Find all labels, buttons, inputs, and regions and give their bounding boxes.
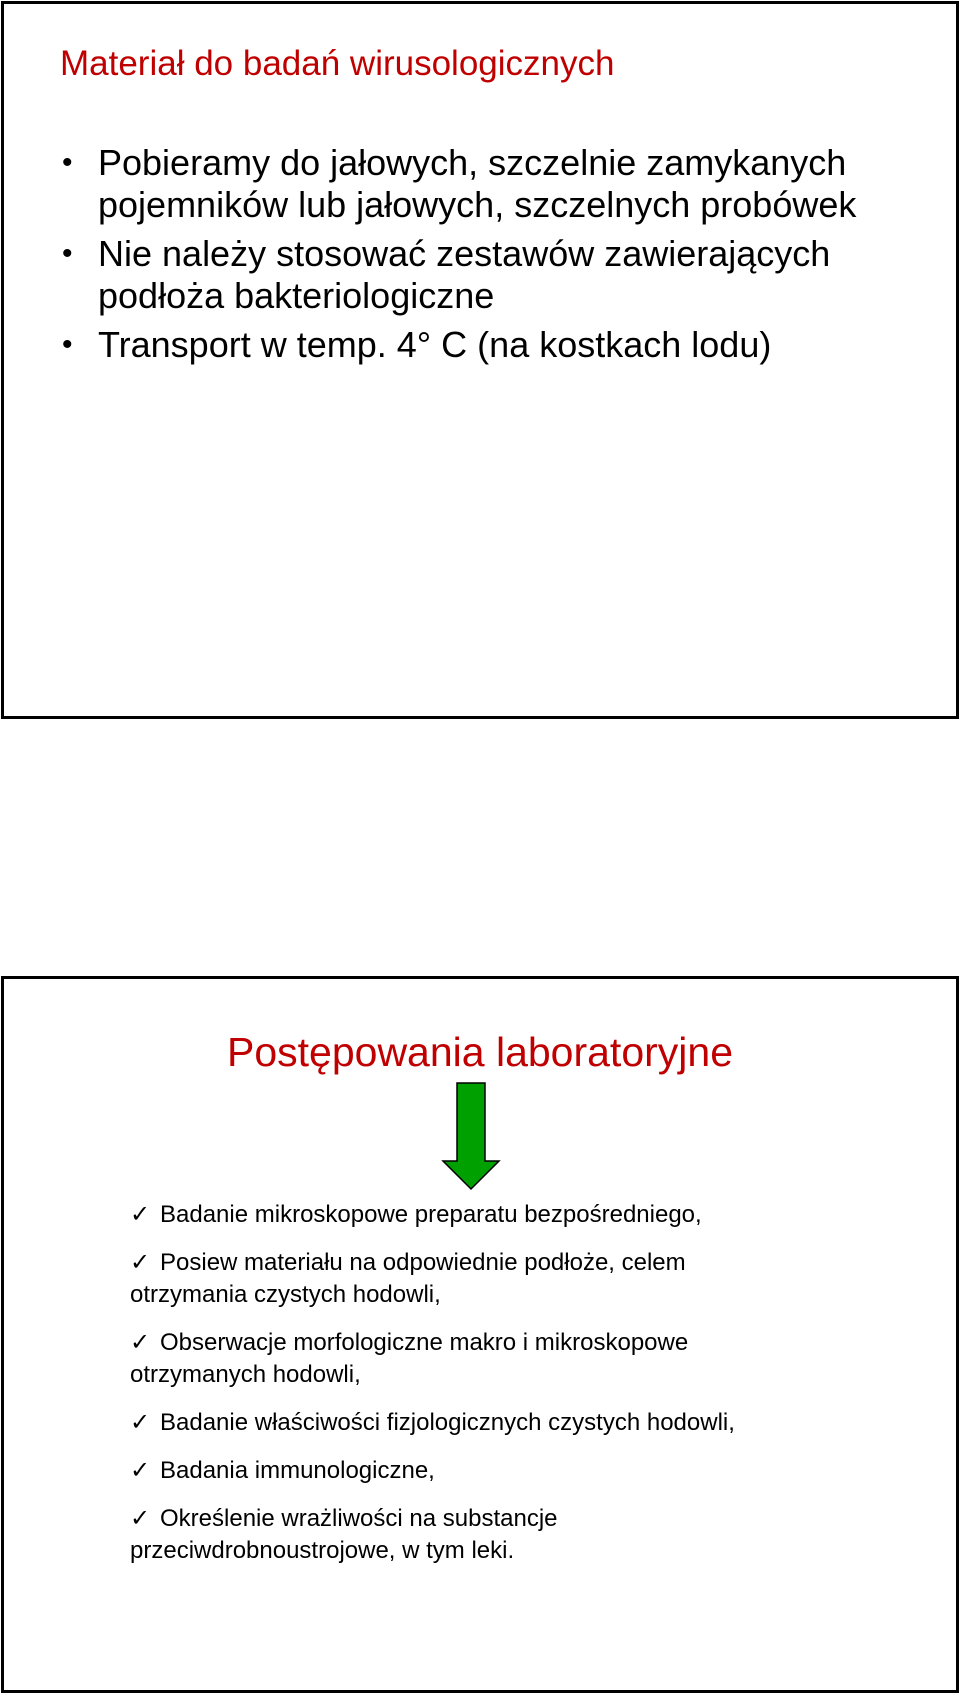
list-item-text: Badanie właściwości fizjologicznych czystych hodowli, [160,1409,735,1436]
list-item [130,1455,930,1487]
slide-lab-procedures [1,976,959,1693]
bullet-item [60,233,856,317]
list-item-text: Badanie mikroskopowe preparatu bezpośredniego, [160,1201,702,1228]
bullet-text-line: podłoża bakteriologiczne [98,275,495,316]
list-item-text: Obserwacje morfologiczne makro i mikroskopowe [160,1329,689,1356]
bullet-text-line: pojemników lub jałowych, szczelnych probówek [98,184,857,225]
bullet-item [60,324,856,366]
procedure-list [130,1199,930,1583]
bullet-item [60,142,856,226]
list-item [130,1199,930,1231]
list-item-text: przeciwdrobnoustrojowe, w tym leki. [130,1537,515,1564]
checkmark-icon: ✓ [130,1457,151,1484]
bullet-text-line: Pobieramy do jałowych, szczelnie zamykanych [98,142,847,183]
checkmark-icon: ✓ [130,1249,151,1276]
list-item-text: Posiew materiału na odpowiednie podłoże, celem [160,1249,686,1276]
list-item [130,1503,930,1567]
checkmark-icon: ✓ [130,1409,151,1436]
bullet-icon: • [62,237,73,270]
down-arrow-icon [441,1081,501,1191]
list-item-text: otrzymania czystych hodowli, [130,1281,441,1308]
list-item [130,1407,930,1439]
list-item-text: otrzymanych hodowli, [130,1361,361,1388]
bullet-text-line: Transport w temp. 4° C (na kostkach lodu) [98,324,772,365]
slide-material [1,1,959,719]
bullet-icon: • [62,146,73,179]
bullet-text-line: Nie należy stosować zestawów zawierających [98,233,831,274]
checkmark-icon: ✓ [130,1329,151,1356]
checkmark-icon: ✓ [130,1505,151,1532]
list-item-text: Określenie wrażliwości na substancje [160,1505,558,1532]
list-item [130,1327,930,1391]
list-item [130,1247,930,1311]
slide-title: Materiał do badań wirusologicznych [60,44,615,83]
bullet-list [60,142,856,373]
slide-title: Postępowania laboratoryjne [227,1029,733,1075]
list-item-text: Badania immunologiczne, [160,1457,435,1484]
bullet-icon: • [62,328,73,361]
checkmark-icon: ✓ [130,1201,151,1228]
